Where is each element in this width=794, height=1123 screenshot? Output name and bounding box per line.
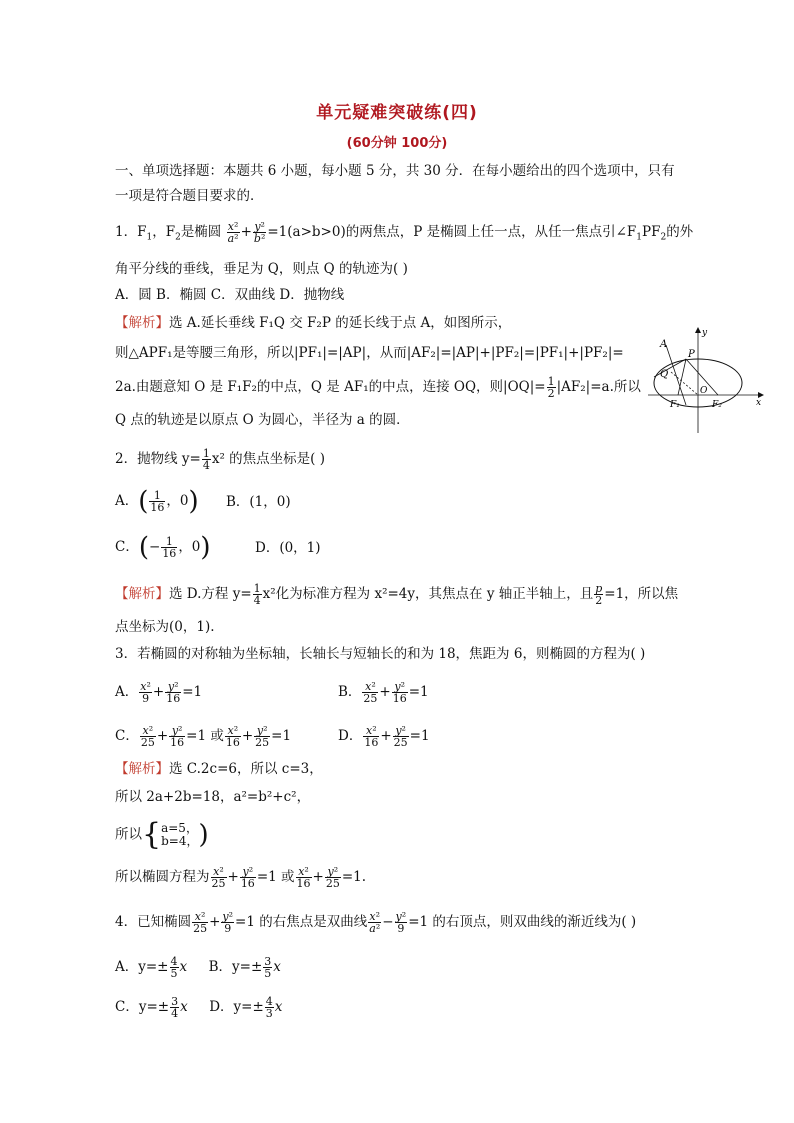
- q4-stem: 4．已知椭圆 $\frac{\text{x²}}{25}$ + $\frac{\text{y²}}{9}$ =1 的右焦点是双曲线 $\frac{\text{x²}}{\text{a²}}$ − $\frac{\text{y²}}{9}$ =1 的右顶点，则双曲线的渐近线为( ): [115, 910, 637, 935]
- fraction: $\frac{\text{y²}}{25}$: [255, 724, 270, 749]
- fraction: $\frac{\text{y²}}{16}$: [240, 865, 255, 890]
- q3-option-d: D． $\frac{\text{x²}}{16}$ + $\frac{\text{y²}}{25}$ =1: [338, 724, 430, 749]
- fraction: $\frac{\text{x²}}{9}$: [140, 680, 151, 705]
- q4-options-cd: C．y=± $\frac{3}{4}$ x D．y=± $\frac{4}{3}$ x: [115, 995, 283, 1020]
- q2-option-a: A．( $\frac{1}{16}$ ，0): [115, 486, 199, 517]
- fraction: $\frac{3}{5}$: [264, 955, 272, 980]
- fraction: $\frac{4}{3}$: [265, 995, 273, 1020]
- fraction: $\frac{\text{x²}}{25}$: [363, 680, 378, 705]
- page-subtitle: (60分钟 100分): [346, 136, 448, 151]
- answer-tag: 【解析】: [115, 586, 169, 602]
- q1-options: A．圆 B．椭圆 C．双曲线 D．抛物线: [115, 287, 345, 303]
- q1-stem: 1．$F_1$，$F_2$是椭圆 $\frac{\text{x²}}{\text{a²}}$ + $\frac{\text{y²}}{\text{b²}}$ =1(a>b>0)的两焦点，P 是椭圆上任一点，从任一焦点引$\angle F_1PF_2$的外: [115, 220, 694, 245]
- q2-option-c: C．(− $\frac{1}{16}$ ，0): [115, 532, 211, 563]
- q3-answer-line4: 所以椭圆方程为 $\frac{\text{x²}}{25}$ + $\frac{\text{y²}}{16}$ =1 或 $\frac{\text{x²}}{16}$ + $\frac{\text{y²}}{25}$ =1.: [115, 865, 367, 890]
- fraction: $\frac{1}{4}$: [202, 447, 210, 472]
- q2-answer-line2: 点坐标为(0，1).: [115, 619, 215, 635]
- q2-option-b: B．(1，0): [226, 494, 291, 510]
- q1-answer-line4: Q 点的轨迹是以原点 O 为圆心，半径为 a 的圆．: [115, 412, 410, 428]
- answer-tag: 【解析】: [115, 761, 169, 777]
- q3-stem: 3．若椭圆的对称轴为坐标轴，长轴长与短轴长的和为 18，焦距为 6，则椭圆的方程为( ): [115, 646, 646, 662]
- q3-option-a: A． $\frac{\text{x²}}{9}$ + $\frac{\text{y²}}{16}$ =1: [115, 680, 203, 705]
- fraction: $\frac{1}{2}$: [547, 375, 555, 400]
- fraction: $\frac{\text{y²}}{9}$: [222, 910, 234, 935]
- label-A: A: [660, 339, 668, 350]
- answer-tag: 【解析】: [115, 315, 169, 331]
- fraction: $\frac{\text{x²}}{\text{a²}}$: [369, 910, 381, 935]
- section-heading: 一、单项选择题：本题共 6 小题，每小题 5 分，共 30 分．在每小题给出的四个选项中，只有: [115, 163, 675, 179]
- fraction: $\frac{\text{x²}}{25}$: [140, 724, 155, 749]
- section-heading-cont: 一项是符合题目要求的．: [115, 188, 264, 204]
- label-y: y: [702, 328, 708, 338]
- q1-answer-line1: 【解析】选 A.延长垂线 F₁Q 交 F₂P 的延长线于点 A，如图所示，: [115, 315, 512, 331]
- q3-option-c: C． $\frac{\text{x²}}{25}$ + $\frac{\text{y²}}{16}$ =1 或 $\frac{\text{x²}}{16}$ + $\frac{\text{y²}}{25}$ =1: [115, 724, 292, 749]
- fraction: $\frac{\text{x²}}{25}$: [193, 910, 208, 935]
- fraction: $\frac{1}{16}$: [150, 489, 165, 514]
- label-F2: F₂: [712, 400, 722, 410]
- fraction: $\frac{\text{y²}}{\text{b²}}$: [253, 220, 266, 245]
- fraction: $\frac{\text{y²}}{25}$: [325, 865, 340, 890]
- label-F1: F₁: [670, 400, 680, 410]
- fraction: $\frac{\text{x²}}{16}$: [364, 724, 379, 749]
- label-P: P: [688, 349, 695, 360]
- q2-option-d: D．(0，1): [255, 540, 321, 556]
- fraction: $\frac{\text{y²}}{25}$: [393, 724, 408, 749]
- q1-answer-line3: 2a.由题意知 O 是 F₁F₂的中点，Q 是 AF₁的中点，连接 OQ，则|OQ|= $\frac{1}{2}$ |AF₂|=a.所以: [115, 375, 641, 400]
- q1-answer-line2: 则△APF₁是等腰三角形，所以|PF₁|=|AP|，从而|AF₂|=|AP|+|PF₂|=|PF₁|+|PF₂|=: [115, 345, 624, 361]
- q2-answer-line1: 【解析】选 D.方程 y= $\frac{1}{4}$ x²化为标准方程为 x²=4y，其焦点在 y 轴正半轴上，且 $\frac{p}{2}$ =1，所以焦: [115, 582, 679, 607]
- fraction: $\frac{\text{y²}}{16}$: [392, 680, 407, 705]
- fraction: $\frac{\text{x²}}{16}$: [225, 724, 240, 749]
- label-x: x: [756, 398, 762, 408]
- q3-answer-line1: 【解析】选 C.2c=6，所以 c=3，: [115, 761, 323, 777]
- fraction: $\frac{1}{4}$: [253, 582, 261, 607]
- label-Q: Q: [660, 369, 669, 380]
- fraction: $\frac{p}{2}$: [595, 582, 603, 607]
- fraction: $\frac{4}{5}$: [170, 955, 178, 980]
- label-O: O: [700, 386, 708, 396]
- fraction: $\frac{\text{y²}}{9}$: [395, 910, 407, 935]
- fraction: $\frac{\text{x²}}{16}$: [296, 865, 311, 890]
- fraction: $\frac{\text{x²}}{25}$: [211, 865, 226, 890]
- q2-stem: 2．抛物线 y= $\frac{1}{4}$ x² 的焦点坐标是( ): [115, 447, 325, 472]
- fraction: $\frac{1}{16}$: [162, 535, 177, 560]
- q3-answer-line3: 所以{ a=5， b=4， ): [115, 817, 209, 852]
- q3-answer-line2: 所以 2a+2b=18，a²=b²+c²，: [115, 789, 311, 805]
- fraction: $\frac{\text{y²}}{16}$: [170, 724, 185, 749]
- q4-options-ab: A．y=± $\frac{4}{5}$ x B．y=± $\frac{3}{5}$ x: [115, 955, 281, 980]
- fraction: $\frac{\text{y²}}{16}$: [166, 680, 181, 705]
- q3-option-b: B． $\frac{\text{x²}}{25}$ + $\frac{\text{y²}}{16}$ =1: [338, 680, 429, 705]
- q1-stem-cont: 角平分线的垂线，垂足为 Q，则点 Q 的轨迹为( ): [115, 261, 408, 277]
- equation-system: a=5， b=4，: [161, 821, 199, 848]
- fraction: $\frac{\text{x²}}{\text{a²}}$: [227, 220, 239, 245]
- ellipse-figure: [646, 325, 766, 435]
- page-title: 单元疑难突破练(四): [316, 103, 478, 123]
- fraction: $\frac{3}{4}$: [171, 995, 179, 1020]
